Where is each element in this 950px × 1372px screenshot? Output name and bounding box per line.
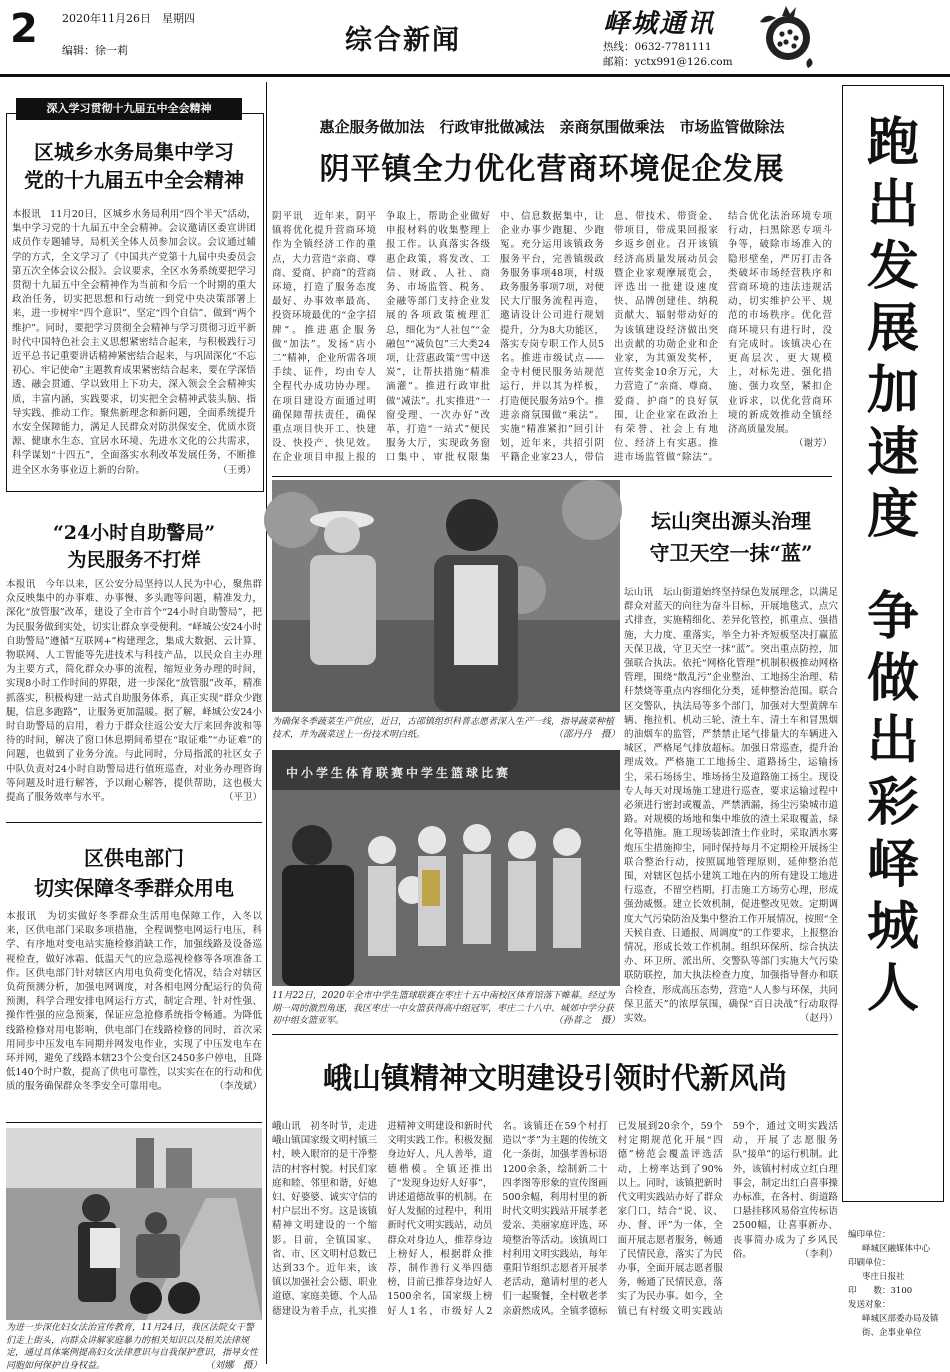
power-headline: 区供电部门 切实保障冬季群众用电 <box>6 843 262 903</box>
basketball-team-photo <box>272 750 620 986</box>
slogan-line-1 <box>843 86 943 546</box>
eshan-body: 峨山讯 初冬时节，走进峨山镇国家级文明村镇三村，映入眼帘的是干净整洁的村容村貌。村民们家庭和睦、邻里和谐，好媳妇、好婆婆、诚实守信的村户层出不穷。这是该镇精神文明建设的一个缩影。目前，全镇国家、省、市、区文明村总数已达到33个。近年来，该镇以加强社会公德、职业道德、家庭美德、个人品德建设为着手点，扎实推进精神文明建设和新时代文明实践工作。积极发掘身边好人、凡人善举，道德楷模。全镇还推出了“发现身边好人好事”，讲述道德故事的机制。在好人发掘的过程中，利用新时代文明实践站，动员群众对身边人，推荐身边上榜好人，根据群众推荐，制作善行义举四德榜，目前已推荐身边好人1500余名，国家级上榜好人1名，市级好人2名。该镇还在59个村打造以“孝”为主题的传统文化一条街，加强孝善标语1200余条，绘制新二十四孝图等形象的宣传图画500余幅，利用村里的新时代文明实践站开展孝老爱亲、美丽家庭评选、环境整治等活动。该镇周口村利用文明实践站，每年重阳节组织志愿者开展孝老活动，邀请村里的老人们一起聚餐，全村敬老孝亲蔚然成风。全镇孝德标已发展到20余个，59个村定期规范化开展“四德”榜范会覆盖评选活动，上榜率达到了90%以上。同时，该镇把新时代文明实践站办好了群众家门口，结合“说、议、办、督、评”为一体，全面开展志愿者服务，畅通了民情民意，落实了为民办事，全面开展志愿者服务，畅通了民情民意，落实了为民办事。如今，全镇已有村级文明实践站59个，通过文明实践活动，开展了志愿服务队“接单”的运行机制。此外，该镇村村成立红白理事会，制定出红白喜事操办标准，在各村、街道路口悬挂移风易俗宣传标语2500幅，让喜事新办、丧事简办成为了乡风民俗。 （李利） <box>272 1120 838 1362</box>
slogan-char: 展 <box>843 298 943 360</box>
tanshan-headline: 坛山突出源头治理 守卫天空一抹“蓝” <box>624 505 838 569</box>
section-title: 综合新闻 <box>345 18 461 57</box>
slogan-char: 出 <box>843 174 943 236</box>
masthead <box>0 0 950 77</box>
vegetable-planting-photo <box>272 480 620 712</box>
eshan-author: （李利） <box>800 1248 838 1262</box>
court-photo-caption: 为进一步深化妇女法治宣传教育，11月24日，我区法院女干警们走上街头，向群众讲解家庭暴力的相关知识以及相关法律规定，通过具体案例提高妇女法律意识与自我保护意识，指导女性同胞如何保护自身权益。 （刘娜 摄） <box>6 1322 262 1362</box>
slogan-char: 加 <box>843 360 943 422</box>
slogan-char: 发 <box>843 236 943 298</box>
slogan-char: 争 <box>843 586 943 648</box>
slogan-char: 度 <box>843 484 943 546</box>
slogan-char: 城 <box>843 896 943 958</box>
issue-date: 2020年11月26日 星期四 <box>62 10 195 26</box>
lead-kicker: 惠企服务做加法 行政审批做减法 亲商氛围做乘法 市场监管做除法 <box>272 116 832 137</box>
slogan-char <box>843 112 943 546</box>
police-body: 本报讯 今年以来，区公安分局坚持以人民为中心，聚焦群众反映集中的办事难、办事慢、多头跑等问题，精准发力，深化“放管服”改革，建设了全市首个“24小时自助警局”，把为民服务做到实处，切实让群众享受便利。“峄城公安24小时自助警局”遵循“互联网+”构建理念，集成大数据、云计算、物联网、人工智能等先进技术与科技产品，以民众自主办理为主要方式，简化群众办事的流程，缩短业务办理的时间，实现8小时工作时间的界限，进一步深化“放管服”改革，精准抓落实，积极构建一站式自助服务体系，真正实现“群众少跑腿，信息多跑路”，让服务更加温暖。据了解，峄城公安24小时自助警局的启用，着力于群众往返公安大厅来回奔波和等待的时间，解决了窗口休息期间希望在“取证难”“办证难”的问题，也做到了业务分流。与此同时，分局指派的社区女子中队负责对24小时自助警局进行值班巡查，对业务办理咨询等问题及时进行解答，予以耐心解答，提供帮助，这也极大提高了服务效率与水平。 （平卫） <box>6 578 262 814</box>
divider <box>6 1122 262 1123</box>
lead-author: （谢芳） <box>794 437 832 451</box>
slogan-line-2 <box>843 546 943 1020</box>
contact-info <box>603 40 733 70</box>
police-author: （平卫） <box>224 791 262 805</box>
police-headline: “24小时自助警局” 为民服务不打烊 <box>6 520 262 574</box>
vegetable-photo-caption: 为确保冬季蔬菜生产供应，近日，古邵镇组织科普志愿者深入生产一线，指导蔬菜种植技术，并为蔬菜送上一份技术明白纸。 （邵丹丹 摄） <box>272 716 620 744</box>
lead-headline: 阴平镇全力优化营商环境促企发展 <box>272 148 832 192</box>
power-body: 本报讯 为切实做好冬季群众生活用电保障工作，入冬以来，区供电部门采取多项措施，全程调整电网运行电压，科学、有序地对变电站实施检修消缺工作，加强线路及设备巡视检查，做好冰霜、低温天气的应急巡视检修等各项准备工作。区供电部门针对辖区内用电负荷变化情况，结合对辖区负荷预测分析，加强电网调度，对各相电网分配运行的负荷预测，科学合理安排电网运行方式，制定合理、针对性强、操作性强的应急预案，保证应急抢修系统指令畅通。为降低线路检修对用电影响，供电部门在线路检修的同时，首次采用同步中压发电车同期并网发电作业，实现了中压发电车在环并网，避免了线路本辖23个公变台区2450多户停电，且降低140个时户数，提高了供电可靠性，以实实在在的行动和优质的服务确保群众冬季安全可靠用电。 （李茂斌） <box>6 910 262 1118</box>
slogan-char: 彩 <box>843 772 943 834</box>
divider <box>272 476 832 477</box>
divider <box>6 822 262 823</box>
page-number: 2 <box>10 6 38 52</box>
slogan-char: 速 <box>843 422 943 484</box>
slogan-char: 跑 <box>843 112 943 174</box>
eshan-headline: 峨山镇精神文明建设引领时代新风尚 <box>272 1058 838 1098</box>
tanshan-body: 坛山讯 坛山街道始终坚持绿色发展理念，以满足群众对蓝天的向往为奋斗目标，开展地毯式、点穴式排查，实施精细化、差异化管控，抓重点、强措施，大力度、重落实，举全力补齐短板坚决打赢蓝天保卫战，守卫天空一抹“蓝”。突出重点防控，加强联合执法。依托“网格化管理”机制积极推动网格管理，围绕“散乱污”企业整治、工地扬尘治理、秸秆禁烧等重点内容细化分类，延伸整治范围。联合区交警队，执法局等多个部门，加强对大型黄牌车辆、拖拉机、机动三轮、渣土车、清土车和冒黑烟的油烟车的监管，严禁禁止尾气排量大的车辆进入城区，严格尾气排放超标。加强日常巡查，提升治理成效。严格施工工地扬尘、道路扬尘，运输扬尘，采石场扬尘、堆场扬尘及道路施工扬尘。现设专人每天对现场施工建进行巡查，要求运输过程中必须进行密封或覆盖，严禁洒漏，扬尘污染城市道路。对规模的场地和集中堆放的渣土采取覆盖，绿化等措施。施工现场装卸渣土作业时，采取洒水雾炮压尘措施抑尘，同时保持每月不定期检开展扬尘联合整治行动，按照属地管理原则，延伸整治范围，对辖区包括小建筑工地在内的所有建设工地进行巡查，不留空档期，打击施工方场劳心理，形成强劲威慑。建立长效机制，促进整改见效。定期调度大气污染防治及集中整治工作开展情况，按照“全天候自查、日通报、周调度”的工作要求，上报整治情况，形成长效工作机制。组织环保所、综合执法办、环卫所、派出所、交警队等部门实施大气污染联防联控，加大执法检查力度，加强指导督办和联合检查，形成高压态势，营造“人人参与环保，共同保卫蓝天”的浓厚氛围，确保“百日决战”行动取得实效。 （赵丹） <box>624 586 838 1020</box>
story-author: （王勇） <box>218 464 256 478</box>
basketball-photo-author: （孙普之 摄） <box>553 1015 620 1028</box>
story-headline: 区城乡水务局集中学习 党的十九届五中全会精神 <box>14 138 254 194</box>
slogan-char: 人 <box>843 958 943 1020</box>
vertical-slogan-box <box>842 85 944 1202</box>
power-author: （李茂斌） <box>214 1080 262 1094</box>
imprint: 编印单位： 峄城区融媒体中心 印刷单位： 枣庄日报社 印 数：3100 发送对象： 峄城区部委办局及镇街、企事业单位 <box>848 1228 946 1340</box>
newspaper-brand: 峄城通讯 <box>603 3 715 40</box>
story-body: 本报讯 11月20日，区城乡水务局利用“四个半天”活动，集中学习党的十九届五中全会精神。会议邀请区委宣讲团成员作专题辅导，局机关全体人员参加会议。会议通过辅学的方式，全文学习了《中国共产党第十九届中央委员会第五次全体会议公报》。会议要求，全区水务系统要把学习贯彻十九届五中全会精神作为当前和今后一个时期的重大政治任务，切实把思想和行动统一到党中央决策部署上来，进一步树牢“四个意识”、坚定“四个自信”、做到“两个维护”。同时，要把学习贯彻全会精神与学习贯彻习近平新时代中国特色社会主义思想紧密结合起来，与积极践行习近平总书记重要讲话精神紧密结合起来，与巩固深化“不忘初心、牢记使命”主题教育成果紧密结合起来，要在学深悟透、融会贯通、学以致用上下功夫，深入领会全会精神实质，丰富内涵，实践要求，切实把全会精神武装头脑、指导实践、推动工作。聚焦新理念和新问题，全面系统提升水安全保障能力，满足人民群众对防洪保安全、优质水资源、健康水生态、宜居水环境、先进水文化的公共需求，科学谋划“十四五”，全面落实水利改革发展任务，不断推进全区水务事业迈上新的台阶。 （王勇） <box>12 208 256 486</box>
pomegranate-logo-icon <box>752 2 822 70</box>
hotline: 热线：0632-7781111 <box>603 40 733 55</box>
greenhouse-scene-icon <box>272 480 620 712</box>
slogan-char: 峄 <box>843 834 943 896</box>
series-tag: 深入学习贯彻十九届五中全会精神 <box>16 98 242 120</box>
slogan-char <box>843 586 943 1020</box>
event-banner: 中小学生体育联赛中学生篮球比赛 <box>286 764 511 781</box>
lead-body: 阴平讯 近年来，阴平镇将优化提升营商环境作为全镇经济工作的重点，大力营造“亲商、尊商、爱商、护商”的营商环境，打造了服务态度最好、办事效率最高、投资环境最优的“金字招牌”。推进惠企服务做“加法”。发扬“店小二”精神，企业所需各项手续、证件，均由专人全程代办成功协办理。在项目建设方面通过明确保障帮扶责任，确保重点项目快开工、快建设、快投产、快见效。在企业项目申报上报的争取上，帮助企业做好申报材料的收集整理上报工作。认真落实各级惠企政策，将发改、工信、财政、人社、商务、市场监管、税务、金融等部门支持企业发展的各项政策梳理汇总，细化为“人社包”“金融包”“减负包”三大类24项，让营惠政策“雪中送炭”，让帮扶措施“精准滴灌”。推进行政审批做“减法”。扎实推进“一窗受理、一次办好”改革，打造“一站式”便民服务大厅，实现政务窗口集中、审批权限集中、信息数据集中，让企业办事少跑腿、少跑冤。充分运用该镇政务服务平台，完善镇级政务服务事项48项，村级政务服务事项7项，对便民大厅服务流程再造，邀请设计公司进行规划提升，分为8大功能区，落实专岗专职工作人员5名。推进市级试点——金寺村便民服务站规范运行，并以其为样板，打造便民服务站9个。推进亲商氛围做“乘法”。实施“精准紧扣”回引计划，近年来，共招引阴平籍企业家23人，带信息、带技术、带资金、带项目，带成果回报家乡返乡创业。召开该镇经济高质量发展动员会暨企业家观摩展览会，评选出一批建设速度快、品牌创建佳、纳税贡献大、辐射带动好的为该镇建设经济做出突出贡献的功勋企业和企业家，为其颁发奖杯，宣传奖金10余万元，大力营造了“亲商、尊商、爱商、护商”的良好氛围，让企业家在政治上有荣誉、社会上有地位、经济上有实惠。推进市场监管做“除法”。结合优化法治环境专项行动，扫黑除恶专项斗争等，破除市场准入的隐形壁垒，严厉打击各类破坏市场经营秩序和营商环境的违法违规活动，切实维护公平、规范的市场秩序。优化营商环境只有进行时，没有完成时。该镇决心在更高层次、更大规模上，对标先进、强化措施、强力攻坚，紧扣企业诉求，以优化营商环境的新成效推动全镇经济高质量发展。 （谢芳） <box>272 210 832 470</box>
divider <box>272 1034 838 1035</box>
street-scene-icon <box>6 1128 262 1320</box>
slogan-char: 做 <box>843 648 943 710</box>
court-publicity-photo <box>6 1128 262 1320</box>
tanshan-author: （赵丹） <box>800 1012 838 1026</box>
vegetable-photo-author: （邵丹丹 摄） <box>553 729 620 742</box>
email: 邮箱：yctx991@126.com <box>603 55 733 70</box>
editor-credit: 编辑：徐一莉 <box>62 42 128 58</box>
column-rule <box>266 82 267 1364</box>
basketball-photo-caption: 11月22日，2020年全市中学生篮球联赛在枣庄十五中南校区体育馆落下帷幕。经过为期一周的激烈角逐，我区枣庄一中女篮获得高中组冠军，枣庄二十八中、城郊中学分获初中组女篮亚军。 （孙普之 摄） <box>272 990 620 1030</box>
slogan-char: 出 <box>843 710 943 772</box>
court-photo-author: （刘娜 摄） <box>205 1360 262 1372</box>
team-celebration-icon <box>272 750 620 986</box>
